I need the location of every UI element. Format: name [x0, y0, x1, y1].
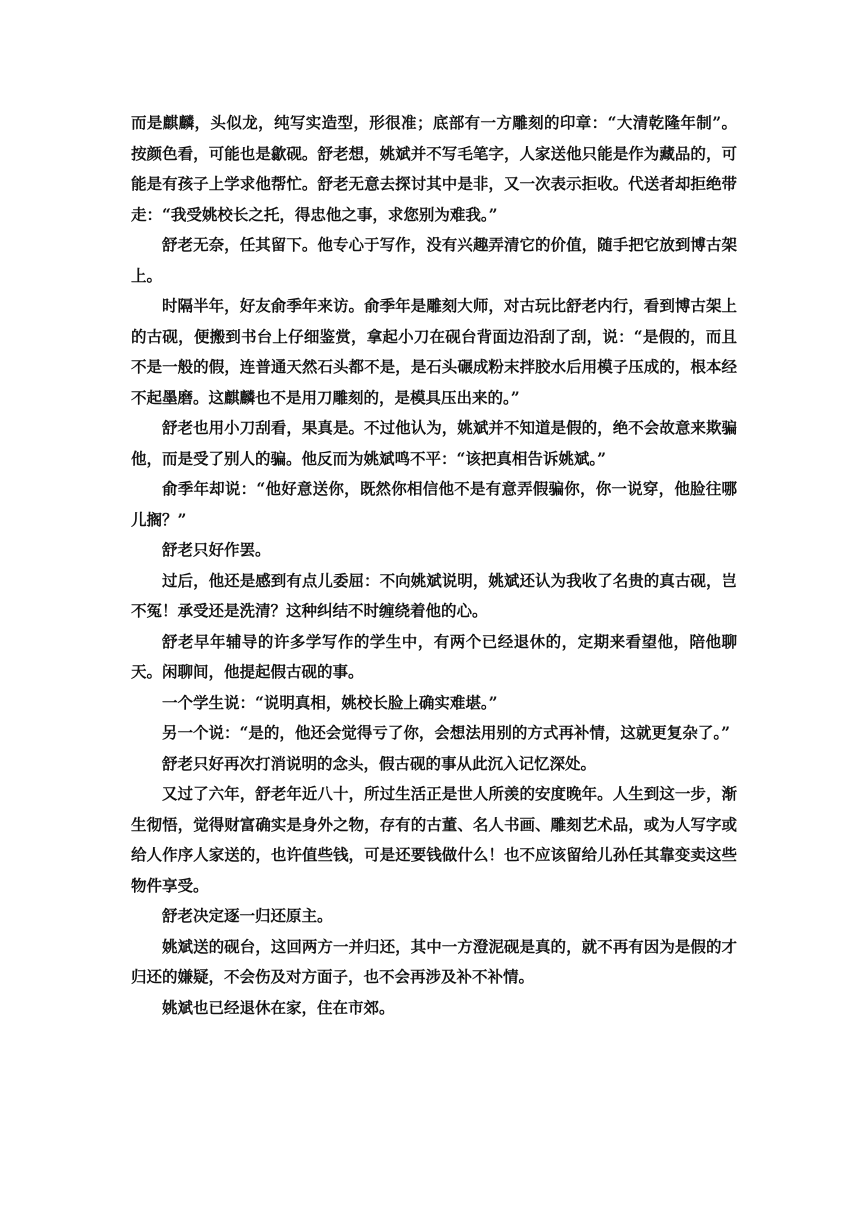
paragraph: 而是麒麟，头似龙，纯写实造型，形很准；底部有一方雕刻的印章：“大清乾隆年制”。按颜色看，可能也是歙砚。舒老想，姚斌并不写毛笔字，人家送他只能是作为藏品的，可能是有孩子上学求他帮忙。舒老无意去探讨其中是非，又一次表示拒收。代送者却拒绝带走：“我受姚校长之托，得忠他之事，求您别为难我。” [131, 113, 737, 224]
paragraph: 舒老只好作罢。 [162, 540, 271, 559]
paragraph: 舒老只好再次打消说明的念头，假古砚的事从此沉入记忆深处。 [162, 753, 597, 773]
paragraph: 时隔半年，好友俞季年来访。俞季年是雕刻大师，对古玩比舒老内行，看到博古架上的古砚，便搬到书台上仔细鉴赏，拿起小刀在砚台背面边沿刮了刮，说：“是假的，而且不是一般的假，连普通天然石头都不是，是石头碾成粉末拌胶水后用模子压成的，根本经不起墨磨。这麒麟也不是用刀雕刻的，是模具压出来的。” [131, 296, 737, 407]
paragraph: 过后，他还是感到有点儿委屈：不向姚斌说明，姚斌还认为我收了名贵的真古砚，岂不冤！承受还是洗清？这种纠结不时缠绕着他的心。 [131, 570, 737, 620]
paragraph: 姚斌也已经退休在家，住在市郊。 [162, 997, 395, 1017]
paragraph: 舒老决定逐一归还原主。 [162, 906, 333, 925]
paragraph: 舒老早年辅导的许多学写作的学生中，有两个已经退休的，定期来看望他，陪他聊天。闲聊间，他提起假古砚的事。 [131, 631, 737, 681]
paragraph: 一个学生说：“说明真相，姚校长脸上确实难堪。” [162, 692, 498, 712]
paragraph: 舒老也用小刀刮看，果真是。不过他认为，姚斌并不知道是假的，绝不会故意来欺骗他，而是受了别人的骗。他反而为姚斌鸣不平：“该把真相告诉姚斌。” [131, 418, 737, 468]
paragraph: 舒老无奈，任其留下。他专心于写作，没有兴趣弄清它的价值，随手把它放到博古架上。 [131, 235, 737, 285]
paragraph: 另一个说：“是的，他还会觉得亏了你，会想法用别的方式再补情，这就更复杂了。” [162, 723, 731, 742]
article-body [131, 108, 737, 1023]
paragraph: 俞季年却说：“他好意送你，既然你相信他不是有意弄假骗你，你一说穿，他脸往哪儿搁？” [131, 479, 737, 529]
paragraph: 姚斌送的砚台，这回两方一并归还，其中一方澄泥砚是真的，就不再有因为是假的才归还的嫌疑，不会伤及对方面子，也不会再涉及补不补情。 [131, 936, 737, 986]
paragraph: 又过了六年，舒老年近八十，所过生活正是世人所羡的安度晚年。人生到这一步，渐生彻悟，觉得财富确实是身外之物，存有的古董、名人书画、雕刻艺术品，或为人写字或给人作序人家送的，也许值些钱，可是还要钱做什么！也不应该留给儿孙任其靠变卖这些物件享受。 [131, 784, 737, 895]
